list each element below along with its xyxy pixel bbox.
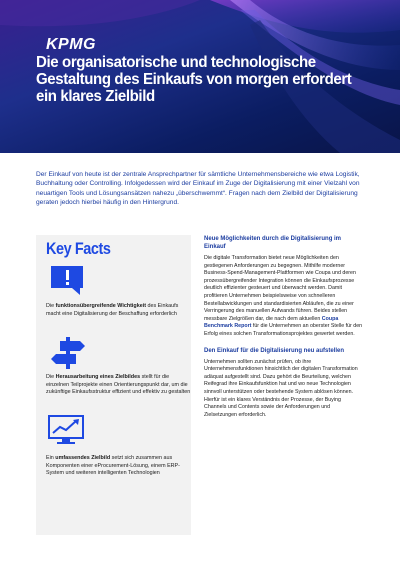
signpost-icon	[50, 335, 86, 369]
section-paragraph-1: Die digitale Transformation bietet neue Möglichkeiten den gestiegenen Anforderungen zu begegnen. Mithilfe moderner Business-Spend-Management-Plattformen wie Coupa und deren prozessübergreifender Integration können die Einkaufsprozesse deutlich effizienter gesteuert und überwacht werden. Damit profitieren Unternehmen beispielsweise von schnelleren Bestellabwicklungen und standardisierten Abläufen, die zu einer Verringerung des manuellen Aufwands führen. Beides stellen messbare Zielgrößen dar, die nach dem aktuellen Coupa Benchmark Report für die Unternehmen an oberster Stelle für den Erfolg eines solchen Transformationsprojektes gewertet werden.	[204, 255, 363, 337]
section-paragraph-2: Unternehmen sollten zunächst prüfen, ob ihre Unternehmensfunktionen hinsichtlich der digitalen Transformation adäquat aufgestellt sind. Dazu gehört die Beurteilung, welchen Reifegrad ihre Einkaufsfunktion hat und wo neue Technologien sinnvoll unterstützen oder bestehende System ablösen können. Hierfür ist ein klares Verständnis der Prozesse, der Buying Channels und Contents sowie der Anforderungen und Zielsetzungen erforderlich.	[204, 358, 358, 418]
trend-chart-icon	[48, 415, 86, 447]
section-heading-1: Neue Möglichkeiten durch die Digitalisierung im Einkauf	[204, 236, 342, 250]
page-title: Die organisatorische und technologische Gestaltung des Einkaufs von morgen erfordert ein klares Zielbild	[36, 54, 352, 105]
right-column	[204, 235, 364, 419]
key-facts-title: Key Facts	[46, 239, 111, 258]
fact-2: Die Herausarbeitung eines Zielbildes stellt für die einzelnen Teilprojekte einen Orientierungspunkt dar, um die zukünftige Einkaufsstruktur effizient und effektiv zu gestalten	[46, 374, 191, 396]
intro-paragraph: Der Einkauf von heute ist der zentrale Ansprechpartner für sämtliche Unternehmensbereiche wie etwa Logistik, Buchhaltung oder Controlling. Infolgedessen wird der Einkauf im Zuge der Digitalisierung mit einer Vielzahl von neuartigen Tools und Lösungsansätzen nahezu „überschwemmt“. Fragen nach dem Zielbild der Digitalisierung geraten jedoch hierbei häufig in den Hintergrund.	[36, 171, 360, 207]
hero-banner	[0, 0, 400, 153]
key-facts-box	[36, 235, 191, 535]
fact-1: Die funktionsübergreifende Wichtigkeit des Einkaufs macht eine Digitalisierung der Beschaffung erforderlich	[46, 303, 179, 317]
section-heading-2: Den Einkauf für die Digitalisierung neu aufstellen	[204, 347, 345, 354]
kpmg-logo: KPMG	[46, 36, 96, 53]
exclamation-speech-icon	[50, 265, 86, 297]
fact-3: Ein umfassendes Zielbild setzt sich zusammen aus Komponenten einer eProcurement-Lösung, einem ERP-System und weiteren intelligenten Technologien	[46, 455, 180, 477]
